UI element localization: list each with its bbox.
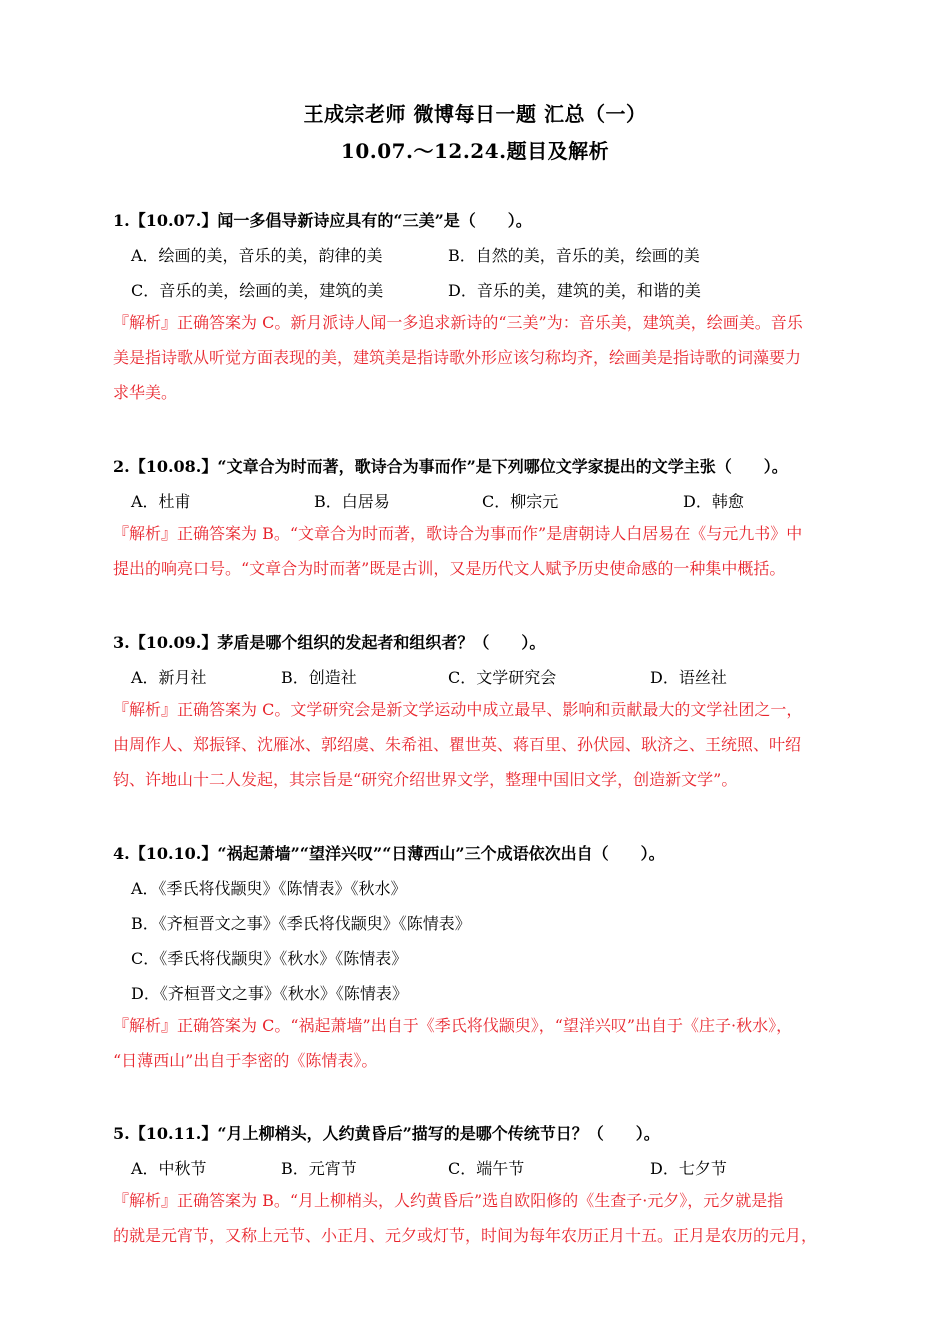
question-2-stem: 2.【10.08.】“文章合为时而著，歌诗合为事而作”是下列哪位文学家提出的文学主张（ ）。	[113, 457, 788, 476]
analysis-line: 钧、许地山十二人发起，其宗旨是“研究介绍世界文学，整理中国旧文学，创造新文学”。	[113, 770, 738, 789]
question-1-option-d: D．音乐的美，建筑的美，和谐的美	[448, 281, 701, 300]
question-2-analysis	[113, 516, 865, 586]
analysis-line: 『解析』正确答案为 C。新月派诗人闻一多追求新诗的“三美”为：音乐美，建筑美，绘画美。音乐	[113, 313, 803, 332]
analysis-line: “日薄西山”出自于李密的《陈情表》。	[113, 1051, 378, 1070]
analysis-line: 『解析』正确答案为 B。“月上柳梢头，人约黄昏后”选自欧阳修的《生查子·元夕》，元夕就是指	[113, 1191, 784, 1210]
analysis-line: 『解析』正确答案为 C。“祸起萧墙”出自于《季氏将伐颛臾》，“望洋兴叹”出自于《庄子·秋水》，	[113, 1016, 793, 1035]
question-2-option-b: B．白居易	[314, 492, 390, 511]
question-5-option-d: D．七夕节	[650, 1159, 727, 1178]
question-4-analysis	[113, 1008, 865, 1078]
question-1-option-b: B．自然的美，音乐的美，绘画的美	[448, 246, 700, 265]
question-4-option-c: C．《季氏将伐颛臾》《秋水》《陈情表》	[131, 949, 408, 968]
question-5-option-c: C．端午节	[448, 1159, 525, 1178]
analysis-line: 美是指诗歌从听觉方面表现的美，建筑美是指诗歌外形应该匀称均齐，绘画美是指诗歌的词藻要力	[113, 348, 802, 367]
analysis-line: 『解析』正确答案为 C。文学研究会是新文学运动中成立最早、影响和贡献最大的文学社团之一，	[113, 700, 803, 719]
question-1-option-a: A．绘画的美，音乐的美，韵律的美	[131, 246, 383, 265]
question-5-option-a: A．中秋节	[131, 1159, 207, 1178]
question-1-analysis	[113, 305, 865, 410]
analysis-line: 的就是元宵节，又称上元节、小正月、元夕或灯节，时间为每年农历正月十五。正月是农历的元月，	[113, 1226, 818, 1245]
document-subtitle: 10.07.～12.24.题目及解析	[340, 139, 610, 163]
document-title: 王成宗老师 微博每日一题 汇总（一）	[303, 102, 647, 126]
question-2-option-a: A．杜甫	[131, 492, 191, 511]
question-4-stem: 4.【10.10.】“祸起萧墙”“望洋兴叹”“日薄西山”三个成语依次出自（ ）。	[113, 844, 665, 863]
question-2-option-c: C．柳宗元	[482, 492, 559, 511]
question-1-stem: 1.【10.07.】闻一多倡导新诗应具有的“三美”是（ ）。	[113, 211, 532, 230]
analysis-line: 由周作人、郑振铎、沈雁冰、郭绍虞、朱希祖、瞿世英、蒋百里、孙伏园、耿济之、王统照、叶绍	[113, 735, 802, 754]
question-1-option-c: C．音乐的美，绘画的美，建筑的美	[131, 281, 384, 300]
analysis-line: 求华美。	[113, 383, 178, 402]
question-5-option-b: B．元宵节	[281, 1159, 357, 1178]
question-2-option-d: D．韩愈	[683, 492, 744, 511]
question-3-option-b: B．创造社	[281, 668, 357, 687]
question-3-option-a: A．新月社	[131, 668, 207, 687]
question-5-analysis	[113, 1183, 865, 1253]
question-4-option-a: A．《季氏将伐颛臾》《陈情表》《秋水》	[131, 879, 407, 898]
question-4-option-b: B．《齐桓晋文之事》《季氏将伐颛臾》《陈情表》	[131, 914, 471, 933]
question-3-option-d: D．语丝社	[650, 668, 727, 687]
analysis-line: 『解析』正确答案为 B。“文章合为时而著，歌诗合为事而作”是唐朝诗人白居易在《与元九书》中	[113, 524, 803, 543]
question-3-analysis	[113, 692, 865, 797]
question-4-option-d: D．《齐桓晋文之事》《秋水》《陈情表》	[131, 984, 408, 1003]
question-5-stem: 5.【10.11.】“月上柳梢头，人约黄昏后”描写的是哪个传统节日？（ ）。	[113, 1124, 660, 1143]
analysis-line: 提出的响亮口号。“文章合为时而著”既是古训，又是历代文人赋予历史使命感的一种集中概括。	[113, 559, 786, 578]
question-3-option-c: C．文学研究会	[448, 668, 557, 687]
question-3-stem: 3.【10.09.】茅盾是哪个组织的发起者和组织者？（ ）。	[113, 633, 546, 652]
